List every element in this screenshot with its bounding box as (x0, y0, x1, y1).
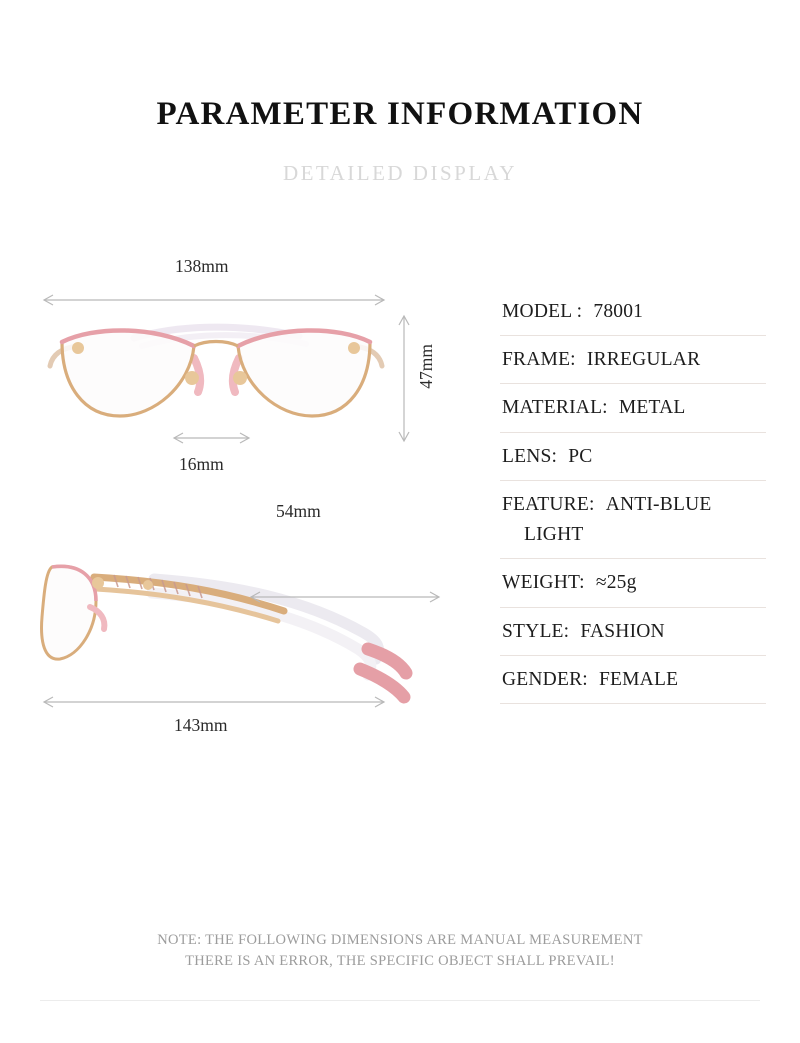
spec-value-feature: ANTI-BLUE (605, 493, 712, 515)
spec-label-material: MATERIAL: (502, 397, 608, 419)
spec-value-frame: IRREGULAR (586, 349, 701, 371)
spec-value-weight: ≈25g (595, 572, 637, 594)
spec-label-style: STYLE: (502, 620, 570, 642)
spec-row-weight (500, 559, 766, 607)
side-view-drawing (34, 537, 484, 737)
spec-row-style (500, 608, 766, 656)
spec-row-lens (500, 433, 766, 481)
note-line-2: THERE IS AN ERROR, THE SPECIFIC OBJECT SHALL PREVAIL! (185, 953, 615, 970)
page-subtitle: DETAILED DISPLAY (282, 161, 518, 185)
page-title: PARAMETER INFORMATION (156, 96, 644, 132)
spec-row-material (500, 384, 766, 432)
spec-label-model: MODEL : (502, 301, 583, 322)
spec-row-feature (500, 481, 766, 559)
main-content (0, 256, 800, 737)
front-view-figure (34, 256, 484, 501)
spec-value-gender: FEMALE (598, 668, 679, 690)
spec-table (484, 276, 766, 737)
spec-label-frame: FRAME: (502, 349, 576, 371)
spec-row-gender (500, 656, 766, 704)
spec-label-weight: WEIGHT: (502, 572, 585, 594)
spec-row-frame (500, 336, 766, 384)
spec-value-lens: PC (568, 445, 593, 467)
spec-value-feature-line2: LIGHT (524, 524, 584, 546)
spec-label-feature: FEATURE: (502, 493, 595, 515)
page-header (0, 0, 800, 186)
side-view-figure (34, 501, 484, 737)
spec-label-lens: LENS: (502, 445, 558, 467)
front-view-drawing (34, 286, 484, 501)
dimension-label-temple-length: 143mm (174, 715, 228, 735)
spec-value-material: METAL (618, 397, 686, 419)
dimension-arrow-lens-width (245, 586, 445, 608)
measurement-note (0, 930, 800, 974)
dimension-label-lens-height: 47mm (416, 344, 436, 389)
dimension-label-lens-width: 54mm (276, 501, 321, 521)
bottom-divider (40, 1000, 760, 1001)
dimension-label-front-width: 138mm (175, 256, 229, 276)
spec-value-style: FASHION (580, 620, 665, 642)
spec-row-model (500, 288, 766, 336)
spec-value-model: 78001 (593, 301, 644, 322)
dimension-label-bridge: 16mm (179, 454, 224, 474)
spec-label-gender: GENDER: (502, 668, 588, 690)
note-line-1: NOTE: THE FOLLOWING DIMENSIONS ARE MANUAL MEASUREMENT (157, 931, 643, 948)
diagram-column (34, 256, 484, 737)
